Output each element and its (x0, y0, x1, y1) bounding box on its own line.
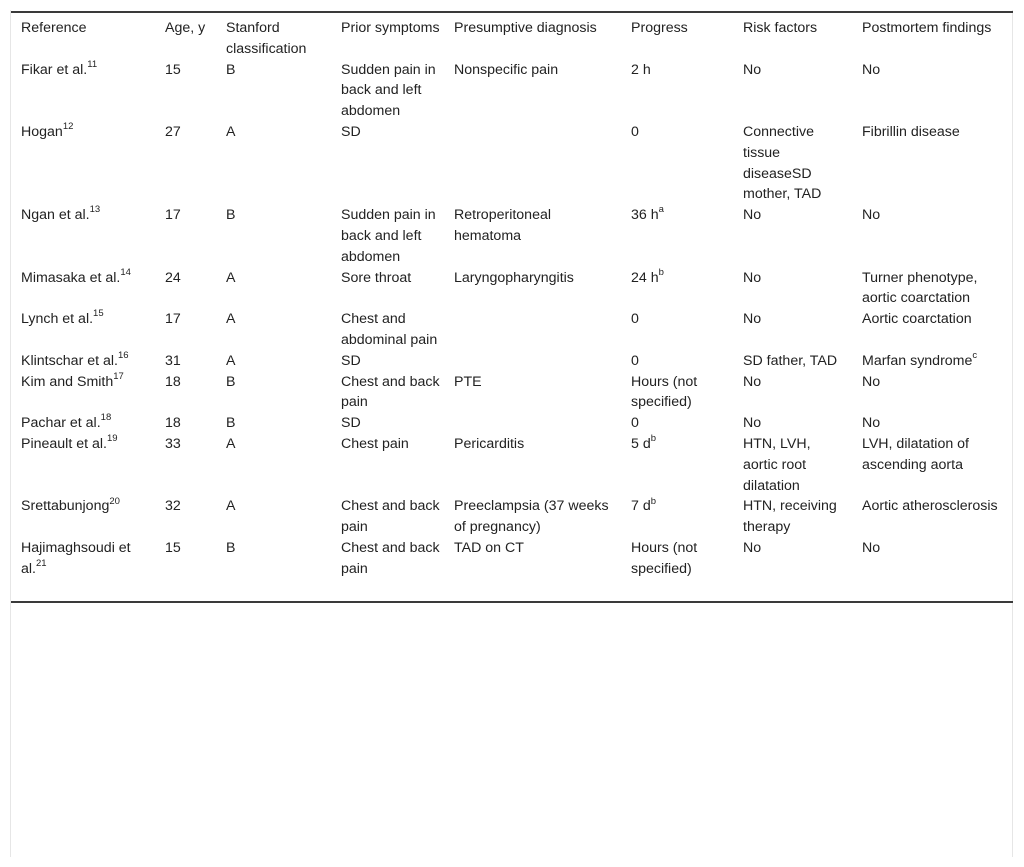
cell-age (155, 60, 216, 122)
cell-age (155, 434, 216, 496)
cell-reference-text: Hogan (21, 123, 63, 140)
cell-reference-text: Ngan et al. (21, 207, 90, 224)
cell-prior-symptoms (331, 538, 444, 602)
cell-progress-text: 0 (631, 415, 639, 432)
cell-postmortem-findings-text: Marfan syndrome (862, 352, 973, 369)
cell-stanford-classification-text: A (226, 123, 236, 140)
cell-risk-factors (733, 538, 852, 602)
cell-presumptive-diagnosis (444, 351, 621, 372)
cell-reference (11, 538, 155, 602)
cell-reference-footnote: 12 (62, 121, 74, 133)
cell-prior-symptoms-text: SD (341, 415, 361, 432)
cell-postmortem-findings-text: Aortic coarctation (862, 311, 972, 328)
cell-prior-symptoms-text: SD (341, 352, 361, 369)
cell-postmortem-findings (852, 496, 1013, 538)
cell-age (155, 122, 216, 205)
cell-prior-symptoms-text: Chest pain (341, 435, 409, 452)
cell-reference-footnote: 11 (87, 58, 98, 70)
cell-postmortem-findings-text: Turner phenotype, aortic coarctation (862, 269, 978, 307)
cell-postmortem-findings (852, 413, 1013, 434)
column-header-stanford: Stanford classification (226, 20, 307, 57)
cell-prior-symptoms (331, 351, 444, 372)
cell-risk-factors (733, 205, 852, 267)
cell-postmortem-findings-footnote: c (972, 350, 978, 362)
cell-risk-factors-text: No (743, 269, 762, 286)
cell-stanford-classification (216, 434, 331, 496)
cell-progress (621, 413, 733, 434)
cell-reference (11, 205, 155, 267)
column-header-symptoms: Prior symptoms (341, 20, 440, 36)
cell-progress-footnote: b (650, 495, 657, 507)
cell-stanford-classification-text: A (226, 311, 236, 328)
cell-prior-symptoms (331, 309, 444, 351)
cell-presumptive-diagnosis-text: Pericarditis (454, 435, 525, 452)
cell-prior-symptoms-text: SD (341, 123, 361, 140)
cell-progress (621, 268, 733, 310)
cell-presumptive-diagnosis (444, 538, 621, 602)
table-row (11, 122, 1013, 205)
cell-prior-symptoms-text: Chest and back pain (341, 539, 440, 577)
cell-progress-footnote: b (650, 433, 657, 445)
cell-risk-factors (733, 372, 852, 414)
column-header-reference: Reference (21, 20, 87, 36)
cell-reference-text: Fikar et al. (21, 61, 88, 78)
cell-prior-symptoms (331, 60, 444, 122)
cell-postmortem-findings (852, 205, 1013, 267)
cell-reference-footnote: 19 (106, 433, 118, 445)
cell-reference (11, 372, 155, 414)
cell-age-text: 33 (165, 435, 181, 452)
table-header-row (11, 12, 1013, 60)
cell-reference-footnote: 18 (100, 412, 112, 424)
cell-reference-footnote: 17 (113, 370, 124, 382)
cell-age-text: 15 (165, 539, 181, 556)
cell-reference-footnote: 13 (89, 204, 101, 216)
column-header-age: Age, y (165, 20, 206, 36)
table-row (11, 434, 1013, 496)
cell-prior-symptoms-text: Chest and back pain (341, 498, 440, 536)
cell-progress (621, 372, 733, 414)
cell-stanford-classification (216, 496, 331, 538)
cell-reference-footnote: 15 (93, 308, 104, 320)
table-row (11, 60, 1013, 122)
cell-postmortem-findings (852, 351, 1013, 372)
cell-prior-symptoms (331, 434, 444, 496)
cell-prior-symptoms-text: Chest and abdominal pain (341, 311, 438, 348)
cell-reference (11, 309, 155, 351)
cell-postmortem-findings (852, 372, 1013, 414)
cell-age-text: 31 (165, 352, 181, 369)
cell-reference-text: Srettabunjong (21, 498, 110, 515)
table-row (11, 268, 1013, 310)
cell-risk-factors-text: HTN, LVH, aortic root dilatation (743, 435, 811, 494)
cell-prior-symptoms (331, 268, 444, 310)
cell-reference (11, 122, 155, 205)
cell-stanford-classification-text: B (226, 539, 236, 556)
cell-risk-factors-text: SD father, TAD (743, 352, 838, 369)
cell-reference (11, 413, 155, 434)
cell-risk-factors-text: No (743, 61, 762, 78)
cell-age (155, 268, 216, 310)
cell-stanford-classification (216, 351, 331, 372)
cell-risk-factors (733, 351, 852, 372)
cell-progress-footnote: a (658, 204, 664, 216)
cell-progress-text: 24 h (631, 269, 659, 286)
cell-presumptive-diagnosis (444, 309, 621, 351)
cell-prior-symptoms (331, 122, 444, 205)
cell-age-text: 18 (165, 415, 181, 432)
column-header-diagnosis: Presumptive diagnosis (454, 20, 597, 36)
cell-postmortem-findings-text: Aortic atherosclerosis (862, 498, 998, 515)
cell-stanford-classification-text: B (226, 207, 236, 224)
cell-risk-factors-text: No (743, 539, 762, 556)
cell-stanford-classification (216, 122, 331, 205)
cell-prior-symptoms (331, 413, 444, 434)
cell-stanford-classification (216, 205, 331, 267)
cell-reference-text: Pachar et al. (21, 415, 101, 432)
cell-age-text: 27 (165, 123, 181, 140)
table-row (11, 372, 1013, 414)
cell-postmortem-findings (852, 60, 1013, 122)
cell-age (155, 205, 216, 267)
cell-risk-factors-text: HTN, receiving therapy (743, 498, 837, 536)
cell-presumptive-diagnosis (444, 60, 621, 122)
cell-reference-text: Lynch et al. (21, 311, 94, 328)
cell-presumptive-diagnosis (444, 496, 621, 538)
cell-postmortem-findings (852, 538, 1013, 602)
cell-age-text: 17 (165, 207, 181, 224)
cell-presumptive-diagnosis-text: Retroperitoneal hematoma (454, 207, 552, 244)
cell-presumptive-diagnosis (444, 413, 621, 434)
cell-progress (621, 351, 733, 372)
cell-age-text: 24 (165, 269, 181, 286)
cell-postmortem-findings-text: No (862, 207, 881, 224)
cell-risk-factors-text: No (743, 415, 762, 432)
cell-presumptive-diagnosis (444, 372, 621, 414)
cell-reference-footnote: 21 (35, 557, 47, 569)
cell-prior-symptoms (331, 205, 444, 267)
cell-risk-factors-text: No (743, 373, 762, 390)
cell-progress-text: 5 d (631, 435, 651, 452)
cell-stanford-classification-text: B (226, 415, 236, 432)
cell-postmortem-findings-text: No (862, 61, 881, 78)
table-row (11, 309, 1013, 351)
cell-progress-text: 7 d (631, 498, 651, 515)
cell-reference-footnote: 20 (109, 495, 120, 507)
cell-risk-factors (733, 434, 852, 496)
cell-stanford-classification (216, 268, 331, 310)
cell-prior-symptoms (331, 496, 444, 538)
cell-progress (621, 122, 733, 205)
cell-stanford-classification (216, 309, 331, 351)
cell-progress-text: 0 (631, 352, 639, 369)
cell-presumptive-diagnosis (444, 434, 621, 496)
cell-progress (621, 434, 733, 496)
cell-presumptive-diagnosis-text: PTE (454, 373, 482, 390)
cell-reference (11, 60, 155, 122)
cell-age-text: 32 (165, 498, 181, 515)
cell-age-text: 15 (165, 61, 181, 78)
cell-reference (11, 434, 155, 496)
cell-presumptive-diagnosis-text: TAD on CT (454, 539, 524, 556)
cell-presumptive-diagnosis (444, 205, 621, 267)
cell-progress (621, 538, 733, 602)
cell-stanford-classification-text: A (226, 269, 236, 286)
cell-risk-factors (733, 268, 852, 310)
cell-reference-text: Klintschar et al. (21, 352, 118, 369)
column-header-postmortem: Postmortem findings (862, 20, 992, 36)
cell-age (155, 351, 216, 372)
table-row (11, 538, 1013, 602)
cell-stanford-classification (216, 538, 331, 602)
cell-stanford-classification-text: B (226, 61, 236, 78)
table-row (11, 351, 1013, 372)
cell-stanford-classification (216, 372, 331, 414)
cell-reference (11, 496, 155, 538)
cell-age (155, 372, 216, 414)
cell-presumptive-diagnosis-text: Laryngopharyngitis (454, 269, 574, 286)
cell-reference-footnote: 16 (118, 350, 129, 362)
cell-progress-footnote: b (658, 266, 664, 278)
cell-reference (11, 351, 155, 372)
cell-postmortem-findings-text: LVH, dilatation of ascending aorta (862, 435, 969, 473)
cell-progress (621, 205, 733, 267)
cell-postmortem-findings (852, 268, 1013, 310)
cell-stanford-classification-text: A (226, 352, 236, 369)
table-row (11, 413, 1013, 434)
table-row (11, 205, 1013, 267)
cell-presumptive-diagnosis (444, 122, 621, 205)
cell-progress-text: 0 (631, 123, 639, 140)
cell-postmortem-findings-text: No (862, 373, 881, 390)
cell-risk-factors (733, 122, 852, 205)
cell-risk-factors-text: Connective tissue diseaseSD mother, TAD (743, 123, 822, 203)
cell-prior-symptoms-text: Sore throat (341, 269, 412, 286)
cell-age-text: 17 (165, 311, 181, 328)
cell-postmortem-findings (852, 122, 1013, 205)
cell-risk-factors (733, 413, 852, 434)
cell-postmortem-findings-text: No (862, 539, 881, 556)
cell-progress-text: 36 h (631, 207, 659, 224)
cell-progress (621, 496, 733, 538)
cell-progress (621, 309, 733, 351)
cell-reference-footnote: 14 (120, 266, 131, 278)
cell-stanford-classification-text: B (226, 373, 236, 390)
cell-age (155, 496, 216, 538)
cell-age (155, 309, 216, 351)
cell-reference (11, 268, 155, 310)
cell-risk-factors (733, 60, 852, 122)
column-header-progress: Progress (631, 20, 688, 36)
cell-postmortem-findings (852, 434, 1013, 496)
cell-stanford-classification (216, 60, 331, 122)
cell-stanford-classification (216, 413, 331, 434)
cell-progress-text: 0 (631, 311, 639, 328)
cell-stanford-classification-text: A (226, 498, 236, 515)
cell-progress-text: Hours (not specified) (631, 373, 698, 411)
cell-progress-text: 2 h (631, 61, 651, 78)
cell-prior-symptoms (331, 372, 444, 414)
cell-age-text: 18 (165, 373, 181, 390)
cell-risk-factors-text: No (743, 311, 762, 328)
cell-progress (621, 60, 733, 122)
cell-reference-text: Pineault et al. (21, 435, 107, 452)
cell-presumptive-diagnosis-text: Preeclampsia (37 weeks of pregnancy) (454, 498, 609, 536)
cell-reference-text: Mimasaka et al. (21, 269, 121, 286)
cell-age (155, 413, 216, 434)
cell-postmortem-findings-text: No (862, 415, 881, 432)
cell-reference-text: Kim and Smith (21, 373, 114, 390)
cell-presumptive-diagnosis-text: Nonspecific pain (454, 61, 559, 78)
cell-prior-symptoms-text: Sudden pain in back and left abdomen (341, 207, 436, 265)
cell-progress-text: Hours (not specified) (631, 539, 698, 577)
cell-risk-factors (733, 496, 852, 538)
cell-risk-factors-text: No (743, 207, 762, 224)
cell-prior-symptoms-text: Sudden pain in back and left abdomen (341, 61, 436, 120)
case-reports-table (11, 11, 1013, 603)
cell-postmortem-findings-text: Fibrillin disease (862, 123, 960, 140)
cell-stanford-classification-text: A (226, 435, 236, 452)
table-row (11, 496, 1013, 538)
cell-reference-text: Hajimaghsoudi et al. (21, 539, 131, 577)
cell-age (155, 538, 216, 602)
cell-presumptive-diagnosis (444, 268, 621, 310)
cell-prior-symptoms-text: Chest and back pain (341, 373, 440, 411)
column-header-risk-factors: Risk factors (743, 20, 818, 36)
cell-risk-factors (733, 309, 852, 351)
cell-postmortem-findings (852, 309, 1013, 351)
